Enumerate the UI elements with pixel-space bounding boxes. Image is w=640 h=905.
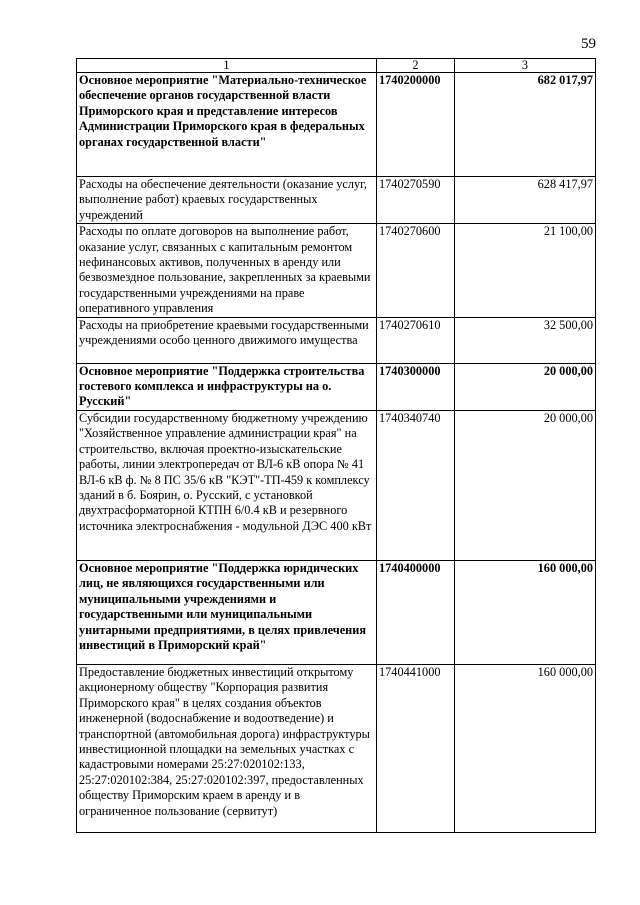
row-amount: 21 100,00 — [455, 224, 596, 317]
page-number: 59 — [581, 36, 596, 52]
row-description: Расходы на обеспечение деятельности (оказание услуг, выполнение работ) краевых государственных учреждений — [77, 177, 377, 224]
table-row — [77, 410, 596, 560]
row-code: 1740200000 — [377, 73, 455, 177]
row-code: 1740270610 — [377, 317, 455, 363]
column-header-3: 3 — [455, 59, 596, 73]
row-description: Основное мероприятие "Поддержка строительства гостевого комплекса и инфраструктуры на о. Русский" — [77, 363, 377, 410]
row-amount: 682 017,97 — [455, 73, 596, 177]
table-row — [77, 560, 596, 664]
row-description: Расходы по оплате договоров на выполнение работ, оказание услуг, связанных с капитальным ремонтом нефинансовых активов, полученных в аренду или безвозмездное пользование, закрепленных за краевыми государственными учреждениями на праве оперативного управления — [77, 224, 377, 317]
row-description: Основное мероприятие "Поддержка юридических лиц, не являющихся государственными или муниципальными учреждениями и государственными или муниципальными унитарными предприятиями, в целях привлечения инвестиций в Приморский край" — [77, 560, 377, 664]
budget-table — [76, 58, 596, 833]
row-amount: 20 000,00 — [455, 410, 596, 560]
row-amount: 160 000,00 — [455, 560, 596, 664]
table-row — [77, 317, 596, 363]
row-code: 1740270590 — [377, 177, 455, 224]
row-amount: 32 500,00 — [455, 317, 596, 363]
row-amount: 160 000,00 — [455, 664, 596, 832]
row-code: 1740441000 — [377, 664, 455, 832]
row-description: Расходы на приобретение краевыми государственными учреждениями особо ценного движимого имущества — [77, 317, 377, 363]
row-code: 1740270600 — [377, 224, 455, 317]
row-code: 1740300000 — [377, 363, 455, 410]
table-row — [77, 177, 596, 224]
table-row — [77, 363, 596, 410]
table-row — [77, 73, 596, 177]
table-row — [77, 664, 596, 832]
row-description: Основное мероприятие "Материально-техническое обеспечение органов государственной власти Приморского края и представление интересов Администрации Приморского края в федеральных органах государственной власти" — [77, 73, 377, 177]
row-description: Предоставление бюджетных инвестиций открытому акционерному обществу "Корпорация развития Приморского края" в целях создания объектов инженерной (водоснабжение и водоотведение) и транспортной (автомобильная дорога) инфраструктуры инвестиционной площадки на земельных участках с кадастровыми номерами 25:27:020102:133, 25:27:020102:384, 25:27:020102:397, предоставленных обществу Приморским краем в аренду и в ограниченное пользование (сервитут) — [77, 664, 377, 832]
row-amount: 628 417,97 — [455, 177, 596, 224]
row-code: 1740340740 — [377, 410, 455, 560]
column-header-1: 1 — [77, 59, 377, 73]
row-description: Субсидии государственному бюджетному учреждению "Хозяйственное управление администрации края" на строительство, включая проектно-изыскательские работы, линии электропередач от ВЛ-6 кВ опора № 41 ВЛ-6 кВ ф. № 8 ПС 35/6 кВ "КЭТ"-ТП-459 к комплексу зданий в б. Боярин, о. Русский, с установкой двухтрасформаторной КТПН 6/0.4 кВ и резервного источника электроснабжения - модульной ДЭС 400 кВт — [77, 410, 377, 560]
row-code: 1740400000 — [377, 560, 455, 664]
column-header-2: 2 — [377, 59, 455, 73]
row-amount: 20 000,00 — [455, 363, 596, 410]
table-header-row — [77, 59, 596, 73]
table-row — [77, 224, 596, 317]
